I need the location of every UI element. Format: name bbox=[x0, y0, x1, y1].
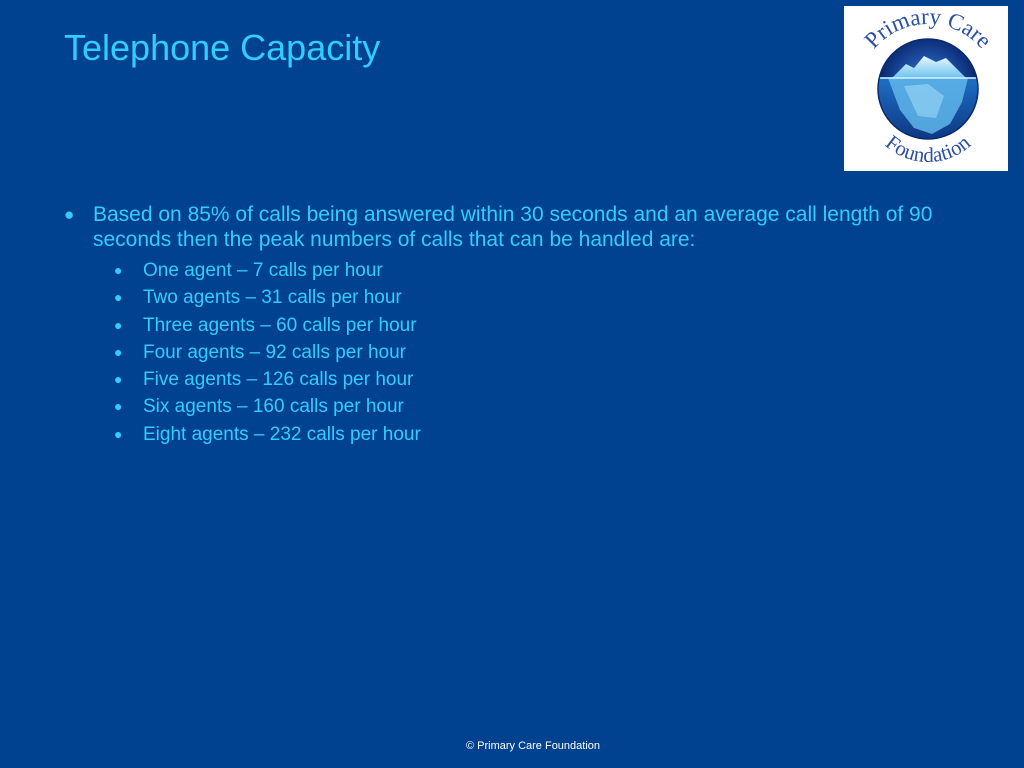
bullet-icon: ● bbox=[114, 289, 123, 306]
slide-title: Telephone Capacity bbox=[64, 27, 381, 68]
bullet-icon: ● bbox=[114, 398, 123, 415]
list-item bbox=[64, 312, 974, 339]
bullet-icon: ● bbox=[114, 262, 123, 278]
list-item-text: Six agents – 160 calls per hour bbox=[143, 396, 404, 418]
logo-text-line2: Foundation bbox=[881, 130, 975, 168]
list-item bbox=[64, 393, 974, 420]
bullet-icon: ● bbox=[114, 425, 123, 442]
bullet-icon: ● bbox=[114, 343, 123, 360]
list-item bbox=[64, 257, 974, 284]
list-item bbox=[64, 421, 974, 448]
list-item-text: One agent – 7 calls per hour bbox=[143, 260, 383, 281]
main-bullet-text: Based on 85% of calls being answered within 30 seconds and an average call length of 90 seconds then the peak numbers of calls that can be handled are: bbox=[93, 203, 933, 251]
primary-care-foundation-logo bbox=[844, 6, 1008, 171]
list-item-text: Four agents – 92 calls per hour bbox=[143, 341, 406, 363]
list-item-text: Eight agents – 232 calls per hour bbox=[143, 423, 421, 445]
footer-copyright: © Primary Care Foundation bbox=[465, 740, 601, 752]
agent-capacity-list bbox=[64, 257, 974, 448]
slide-body bbox=[64, 203, 974, 448]
list-item bbox=[64, 284, 974, 311]
list-item bbox=[64, 366, 974, 393]
bullet-icon: ● bbox=[64, 205, 75, 224]
list-item-text: Two agents – 31 calls per hour bbox=[143, 287, 402, 309]
logo-text-line1: Primary Care bbox=[859, 6, 997, 53]
list-item-text: Three agents – 60 calls per hour bbox=[143, 314, 417, 336]
list-item bbox=[64, 339, 974, 366]
bullet-icon: ● bbox=[114, 316, 123, 333]
list-item-text: Five agents – 126 calls per hour bbox=[143, 369, 414, 391]
iceberg-globe-icon bbox=[844, 6, 1008, 171]
main-bullet bbox=[64, 203, 974, 252]
bullet-icon: ● bbox=[114, 371, 123, 388]
